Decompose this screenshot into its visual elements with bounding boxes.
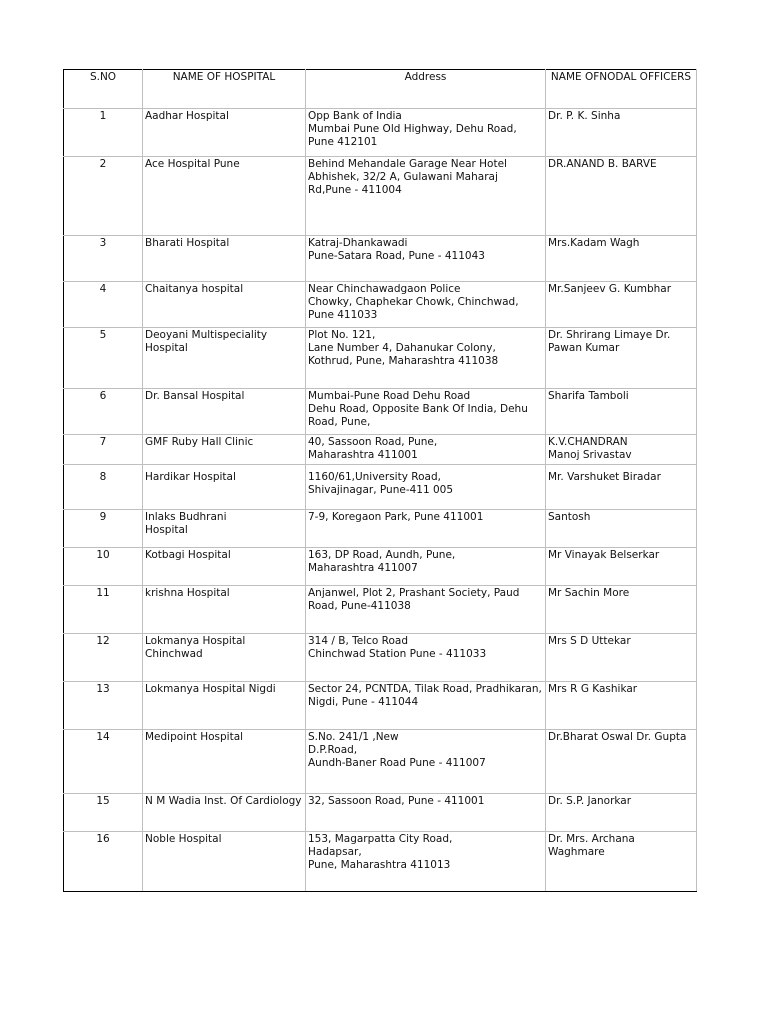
cell-hospital: Chaitanya hospital bbox=[143, 282, 306, 328]
cell-hospital: Bharati Hospital bbox=[143, 236, 306, 282]
header-hospital: NAME OF HOSPITAL bbox=[143, 70, 306, 109]
cell-officer: Mr Vinayak Belserkar bbox=[546, 548, 697, 586]
table-row bbox=[64, 389, 697, 435]
table-row bbox=[64, 832, 697, 892]
hospital-table bbox=[63, 69, 697, 892]
header-row bbox=[64, 70, 697, 109]
cell-officer: Mr.Sanjeev G. Kumbhar bbox=[546, 282, 697, 328]
cell-address: Plot No. 121, Lane Number 4, Dahanukar Colony, Kothrud, Pune, Maharashtra 411038 bbox=[306, 328, 546, 389]
cell-address: Katraj-Dhankawadi Pune-Satara Road, Pune - 411043 bbox=[306, 236, 546, 282]
cell-sno: 13 bbox=[64, 682, 143, 730]
cell-officer: Santosh bbox=[546, 510, 697, 548]
cell-hospital: Dr. Bansal Hospital bbox=[143, 389, 306, 435]
table-row bbox=[64, 730, 697, 794]
cell-address: Mumbai-Pune Road Dehu Road Dehu Road, Opposite Bank Of India, Dehu Road, Pune, bbox=[306, 389, 546, 435]
cell-hospital: Inlaks Budhrani Hospital bbox=[143, 510, 306, 548]
table-row bbox=[64, 236, 697, 282]
table-row bbox=[64, 282, 697, 328]
table-row bbox=[64, 328, 697, 389]
cell-address: 153, Magarpatta City Road, Hadapsar, Pune, Maharashtra 411013 bbox=[306, 832, 546, 892]
cell-officer: DR.ANAND B. BARVE bbox=[546, 157, 697, 236]
cell-address: Near Chinchawadgaon Police Chowky, Chaphekar Chowk, Chinchwad, Pune 411033 bbox=[306, 282, 546, 328]
cell-officer: Mr. Varshuket Biradar bbox=[546, 465, 697, 510]
cell-hospital: krishna Hospital bbox=[143, 586, 306, 634]
cell-sno: 6 bbox=[64, 389, 143, 435]
table-row bbox=[64, 682, 697, 730]
table-row bbox=[64, 435, 697, 465]
cell-sno: 4 bbox=[64, 282, 143, 328]
cell-hospital: Noble Hospital bbox=[143, 832, 306, 892]
cell-address: S.No. 241/1 ,New D.P.Road, Aundh-Baner Road Pune - 411007 bbox=[306, 730, 546, 794]
cell-sno: 14 bbox=[64, 730, 143, 794]
cell-sno: 15 bbox=[64, 794, 143, 832]
cell-address: 163, DP Road, Aundh, Pune, Maharashtra 411007 bbox=[306, 548, 546, 586]
cell-address: 7-9, Koregaon Park, Pune 411001 bbox=[306, 510, 546, 548]
cell-sno: 1 bbox=[64, 109, 143, 157]
cell-address: 40, Sassoon Road, Pune, Maharashtra 411001 bbox=[306, 435, 546, 465]
table-row bbox=[64, 157, 697, 236]
cell-officer: Dr. P. K. Sinha bbox=[546, 109, 697, 157]
cell-sno: 11 bbox=[64, 586, 143, 634]
header-officer: NAME OFNODAL OFFICERS bbox=[546, 70, 697, 109]
cell-hospital: Aadhar Hospital bbox=[143, 109, 306, 157]
cell-address: Sector 24, PCNTDA, Tilak Road, Pradhikaran, Nigdi, Pune - 411044 bbox=[306, 682, 546, 730]
cell-address: Opp Bank of India Mumbai Pune Old Highway, Dehu Road, Pune 412101 bbox=[306, 109, 546, 157]
cell-sno: 9 bbox=[64, 510, 143, 548]
cell-sno: 10 bbox=[64, 548, 143, 586]
cell-hospital: Lokmanya Hospital Nigdi bbox=[143, 682, 306, 730]
cell-hospital: GMF Ruby Hall Clinic bbox=[143, 435, 306, 465]
cell-address: 32, Sassoon Road, Pune - 411001 bbox=[306, 794, 546, 832]
header-sno: S.NO bbox=[64, 70, 143, 109]
cell-hospital: Deoyani Multispeciality Hospital bbox=[143, 328, 306, 389]
table-row bbox=[64, 634, 697, 682]
table-row bbox=[64, 510, 697, 548]
cell-sno: 3 bbox=[64, 236, 143, 282]
cell-officer: Sharifa Tamboli bbox=[546, 389, 697, 435]
cell-sno: 2 bbox=[64, 157, 143, 236]
cell-address: 1160/61,University Road, Shivajinagar, Pune-411 005 bbox=[306, 465, 546, 510]
header-address: Address bbox=[306, 70, 546, 109]
table-row bbox=[64, 548, 697, 586]
cell-sno: 12 bbox=[64, 634, 143, 682]
table-row bbox=[64, 586, 697, 634]
table-row bbox=[64, 109, 697, 157]
cell-officer: Dr. Shrirang Limaye Dr. Pawan Kumar bbox=[546, 328, 697, 389]
cell-sno: 8 bbox=[64, 465, 143, 510]
cell-address: Behind Mehandale Garage Near Hotel Abhishek, 32/2 A, Gulawani Maharaj Rd,Pune - 411004 bbox=[306, 157, 546, 236]
cell-hospital: Kotbagi Hospital bbox=[143, 548, 306, 586]
cell-officer: Dr.Bharat Oswal Dr. Gupta bbox=[546, 730, 697, 794]
cell-officer: Mrs S D Uttekar bbox=[546, 634, 697, 682]
cell-officer: Dr. Mrs. Archana Waghmare bbox=[546, 832, 697, 892]
cell-officer: K.V.CHANDRAN Manoj Srivastav bbox=[546, 435, 697, 465]
cell-sno: 16 bbox=[64, 832, 143, 892]
cell-sno: 7 bbox=[64, 435, 143, 465]
cell-sno: 5 bbox=[64, 328, 143, 389]
cell-hospital: Ace Hospital Pune bbox=[143, 157, 306, 236]
cell-officer: Mr Sachin More bbox=[546, 586, 697, 634]
cell-address: Anjanwel, Plot 2, Prashant Society, Paud Road, Pune-411038 bbox=[306, 586, 546, 634]
table-row bbox=[64, 794, 697, 832]
cell-hospital: N M Wadia Inst. Of Cardiology bbox=[143, 794, 306, 832]
cell-hospital: Medipoint Hospital bbox=[143, 730, 306, 794]
cell-hospital: Hardikar Hospital bbox=[143, 465, 306, 510]
cell-officer: Dr. S.P. Janorkar bbox=[546, 794, 697, 832]
cell-hospital: Lokmanya Hospital Chinchwad bbox=[143, 634, 306, 682]
cell-officer: Mrs.Kadam Wagh bbox=[546, 236, 697, 282]
cell-address: 314 / B, Telco Road Chinchwad Station Pune - 411033 bbox=[306, 634, 546, 682]
cell-officer: Mrs R G Kashikar bbox=[546, 682, 697, 730]
table-row bbox=[64, 465, 697, 510]
